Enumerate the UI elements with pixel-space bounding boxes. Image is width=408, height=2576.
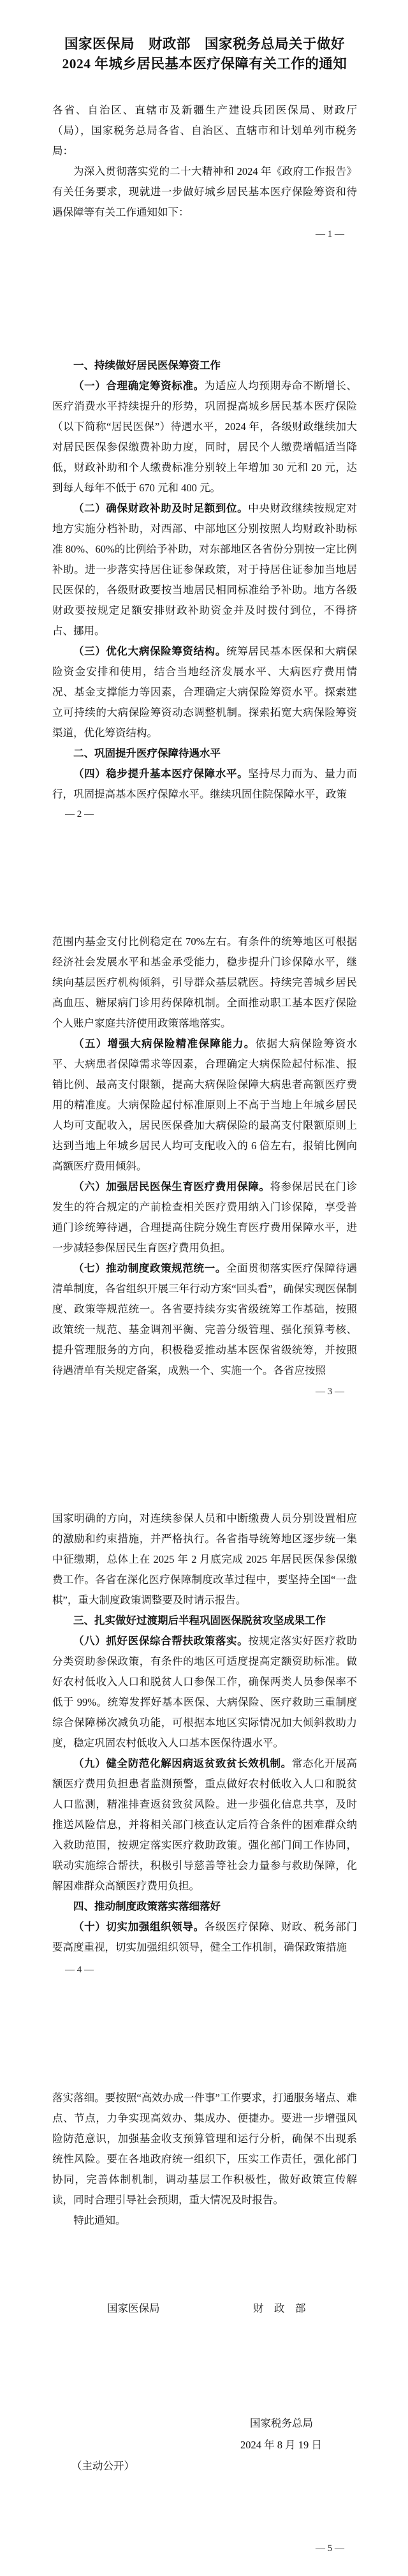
policy-item-4 [52,764,357,805]
policy-item-3-lead: （三）优化大病保险筹资结构。 [73,645,226,657]
signature-sta: 国家税务总局 [250,2417,313,2429]
section-heading-2: 二、巩固提升医疗保障待遇水平 [73,748,221,759]
page-5-continuation: 落实落细。要按照“高效办成一件事”工作要求，打通服务堵点、难点、节点，力争实现高效办、集成办、便捷办。要进一步增强风险防范意识，加强基金收支预算管理和运行分析，确保不出现系统性风险。要在各地政府统一组织下，压实工作责任，强化部门协同，完善体制机制，调动基层工作积极性，做好政策宣传解读，同时合理引导社会预期，重大情况及时报告。 [52,2092,357,2206]
page-4-continuation: 国家明确的方向，对连续参保人员和中断缴费人员分别设置相应的激励和约束措施，并严格执行。各省指导统筹地区逐步统一集中征缴期，总体上在 2025 年 2 月底完成 2025 年居民医保参保缴费工作。各省在深化医疗保障制度改革过程中，要坚持全国“一盘棋”，重大制度政策调整要及时请示报告。 [52,1512,357,1606]
section-heading-4: 四、推动制度政策落实落细落好 [73,1901,221,1912]
policy-item-4-lead: （四）稳步提升基本医疗保障水平。 [73,768,249,780]
page-number-1: — 1 — [316,229,344,239]
page-3-body [52,932,357,1381]
page-number-3: — 3 — [316,1387,344,1397]
policy-item-6 [52,1177,357,1258]
page-number-4: — 4 — [65,1965,94,1975]
recipients-paragraph: 各省、自治区、直辖市及新疆生产建设兵团医保局、财政厅（局），国家税务总局各省、自治区、直辖市和计划单列市税务局： [52,104,357,157]
policy-item-3 [52,641,357,743]
signature-mof: 财 政 部 [253,2302,306,2314]
policy-item-5 [52,1034,357,1177]
policy-item-8-lead: （八）抓好医保综合帮扶政策落实。 [73,1635,249,1647]
policy-item-8 [52,1631,357,1753]
policy-item-5-text: 依据大病保险筹资水平、大病患者保障需求等因素，合理确定大病保险起付标准、报销比例、最高支付限额，提高大病保险保障大病患者高额医疗费用的精准度。大病保险起付标准原则上不高于当地上年城乡居民人均可支配收入，居民医保叠加大病保险的最高支付限额原则上达到当地上年城乡居民人均可支配收入的 6 倍左右，报销比例向高额医疗费用倾斜。 [52,1038,358,1172]
document-title-line-2: 2024 年城乡居民基本医疗保障有关工作的通知 [62,56,347,71]
page-2-body [52,355,357,805]
document-title [52,34,357,74]
policy-item-6-lead: （六）加强居民医保生育医疗费用保障。 [73,1180,270,1193]
page-number-2: — 2 — [65,809,94,819]
page-5-body [52,2088,357,2231]
signature-date: 2024 年 8 月 19 日 [240,2439,322,2451]
policy-item-10-lead: （十）切实加强组织领导。 [73,1921,205,1933]
page-1-body [52,100,357,223]
page-4-body [52,1508,357,1958]
policy-item-1 [52,376,357,498]
section-heading-1: 一、持续做好居民医保筹资工作 [73,360,221,371]
policy-item-6-text: 将参保居民在门诊发生的符合规定的产前检查相关医疗费用纳入门诊保障，享受普通门诊统筹待遇，合理提高住院分娩生育医疗费用保障水平，进一步减轻参保居民生育医疗费用负担。 [52,1180,358,1254]
policy-item-8-text: 按规定落实好医疗救助分类资助参保政策，有条件的地区可适度提高定额资助标准。做好农村低收入人口和脱贫人口参保工作，确保两类人员参保率不低于 99%。统筹发挥好基本医保、大病保险、医疗救助三重制度综合保障梯次减负功能，可根据本地区实际情况加大倾斜救助力度，稳定巩固农村低收入人口基本医保待遇水平。 [52,1635,358,1749]
policy-item-7-lead: （七）推动制度政策规范统一。 [73,1262,226,1274]
policy-item-4-text: 坚持尽力而为、量力而行，巩固提高基本医疗保障水平。继续巩固住院保障水平，政策 [52,768,358,800]
policy-item-2-text: 中央财政继续按规定对地方实施分档补助，对西部、中部地区分别按照人均财政补助标准 80%、60%的比例给予补助，对东部地区各省份分别按一定比例补助。进一步落实持居住证参保政策，对于持居住证参加当地居民医保的，各级财政要按当地居民相同标准给予补助。地方各级财政要按规定足额安排财政补助资金并及时拨付到位，不得挤占、挪用。 [52,502,358,637]
policy-item-9 [52,1753,357,1896]
page-3-continuation: 范围内基金支付比例稳定在 70%左右。有条件的统筹地区可根据经济社会发展水平和基金承受能力，稳步提升门诊保障水平，继续向基层医疗机构倾斜，引导群众基层就医。持续完善城乡居民高血压、糖尿病门诊用药保障机制。全面推动职工基本医疗保险个人账户家庭共济使用政策落地落实。 [52,935,357,1029]
policy-item-1-lead: （一）合理确定筹资标准。 [73,380,205,392]
policy-item-1-text: 为适应人均预期寿命不断增长、医疗消费水平持续提升的形势，巩固提高城乡居民基本医疗保险（以下简称“居民医保”）待遇水平，2024 年，各级财政继续加大对居民医保参保缴费补助力度，同时，居民个人缴费增幅适当降低，财政补助和个人缴费标准分别较上年增加 30 元和 20 元，达到每人每年不低于 670 元和 400 元。 [52,380,358,494]
section-heading-3: 三、扎实做好过渡期后半程巩固医保脱贫攻坚成果工作 [73,1615,326,1627]
signature-nhsa: 国家医保局 [107,2302,160,2314]
policy-item-9-lead: （九）健全防范化解因病返贫致贫长效机制。 [73,1757,292,1769]
policy-item-5-lead: （五）增强大病保险精准保障能力。 [73,1038,256,1050]
page-number-5: — 5 — [316,2543,344,2554]
disclosure-note: （主动公开） [71,2460,135,2472]
policy-item-2 [52,498,357,641]
policy-item-3-text: 统筹居民基本医保和大病保险资金安排和使用，结合当地经济发展水平、大病医疗费用情况、基金支撑能力等因素，合理确定大病保险筹资水平。探索建立可持续的大病保险筹资动态调整机制。探索拓宽大病保险筹资渠道，优化筹资结构。 [52,645,358,739]
intro-paragraph: 为深入贯彻落实党的二十大精神和 2024 年《政府工作报告》有关任务要求，现就进一步做好城乡居民基本医疗保险筹资和待遇保障等有关工作通知如下： [52,165,357,218]
policy-item-2-lead: （二）确保财政补助及时足额到位。 [73,502,249,514]
policy-item-9-text: 常态化开展高额医疗费用负担患者监测预警，重点做好农村低收入人口和脱贫人口监测，精准排查返贫致贫风险。进一步强化信息共享，及时推送风险信息，并将相关部门核查认定后符合条件的困难群众纳入救助范围，按规定落实医疗救助政策。强化部门间工作协同，联动实施综合帮扶，积极引导慈善等社会力量参与救助保障，化解困难群众高额医疗费用负担。 [52,1757,358,1892]
policy-item-7-text: 全面贯彻落实医疗保障待遇清单制度，各省组织开展三年行动方案“回头看”，确保实现医保制度、政策等规范统一。各省要持续夯实省级统筹工作基础，按照政策统一规范、基金调剂平衡、完善分级管理、强化预算考核、提升管理服务的方向，积极稳妥推动基本医保省级统筹，并按照待遇清单有关规定备案，成熟一个、实施一个。各省应按照 [52,1262,358,1376]
document-title-line-1: 国家医保局 财政部 国家税务总局关于做好 [64,36,345,52]
closing-line: 特此通知。 [73,2214,126,2226]
policy-item-10 [52,1917,357,1958]
policy-item-10-text: 各级医疗保障、财政、税务部门要高度重视，切实加强组织领导，健全工作机制，确保政策措施 [52,1921,358,1953]
policy-item-7 [52,1258,357,1381]
